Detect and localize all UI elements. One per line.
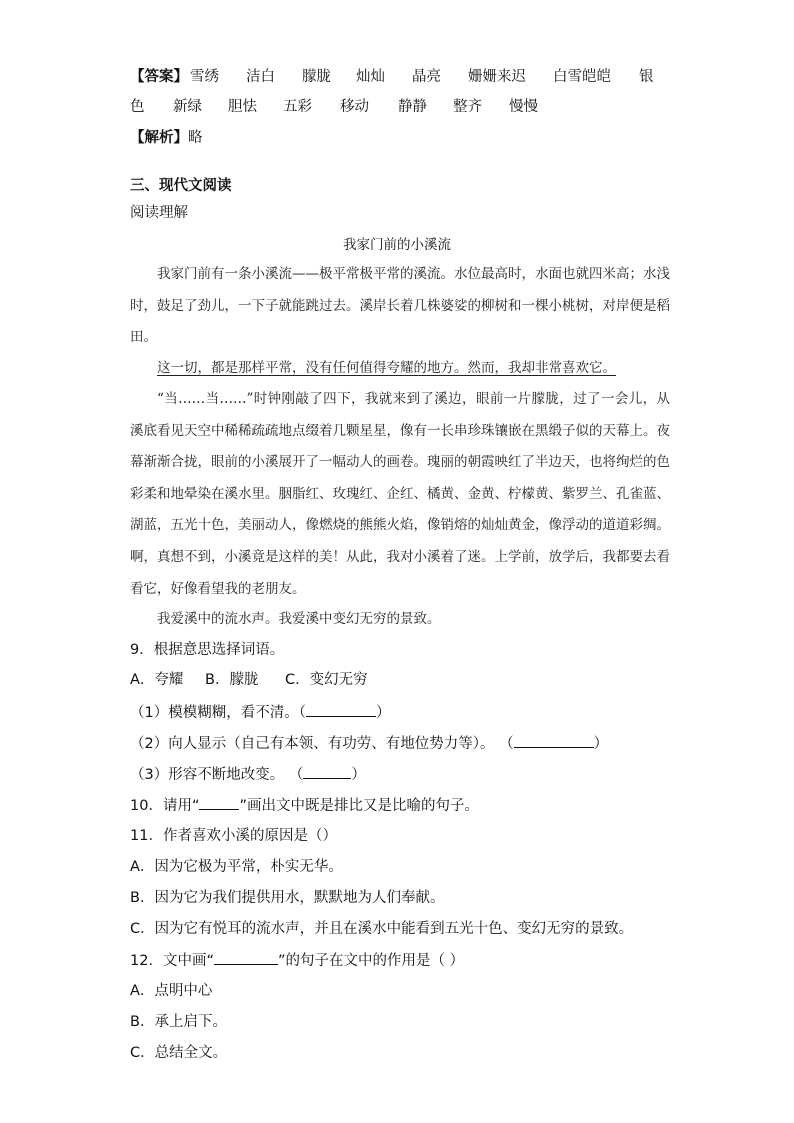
answer-word: 移动 [340, 99, 369, 115]
answer-word: 洁白 [246, 69, 275, 85]
question-text: 10．请用“ [130, 798, 200, 814]
section-subheading: 阅读理解 [130, 205, 188, 221]
question-text: ”画出文中既是排比又是比喻的句子。 [239, 798, 479, 814]
question-12-option-c: C．总结全文。 [130, 1045, 228, 1061]
question-text: 12．文中画“ [130, 953, 214, 969]
question-9-options [130, 670, 530, 690]
answer-word: 整齐 [453, 99, 482, 115]
answer-word: 新绿 [173, 99, 202, 115]
question-11-option-b: B．因为它为我们提供用水，默默地为人们奉献。 [130, 890, 445, 906]
question-12-option-b: B．承上启下。 [130, 1014, 227, 1030]
question-9-stem: 9．根据意思选择词语。 [130, 642, 285, 658]
analysis-text: 略 [188, 130, 203, 146]
answer-blank[interactable] [514, 733, 594, 748]
analysis-line [130, 128, 203, 148]
question-9-option: A．夸耀 [130, 672, 184, 688]
item-text: （2）向人显示（自己有本领、有功劳、有地位势力等）。 （ [130, 736, 514, 752]
answer-word: 雪绣 [190, 69, 219, 85]
analysis-label: 【解析】 [130, 130, 188, 146]
question-9-item-2 [130, 733, 608, 754]
answer-blank[interactable] [306, 702, 376, 717]
answer-word: 姗姗来迟 [468, 69, 526, 85]
answer-word: 银 [639, 69, 654, 85]
question-12 [130, 950, 464, 971]
question-text: ”的句子在文中的作用是（ ） [277, 953, 465, 969]
question-10 [130, 795, 479, 816]
answer-word: 静静 [398, 99, 427, 115]
question-9-option: B．朦胧 [205, 672, 259, 688]
underlined-sentence: 这一切，都是那样平常，没有任何值得夸耀的地方。然而，我却非常喜欢它。 [157, 360, 616, 376]
question-11-stem: 11．作者喜欢小溪的原因是（） [130, 828, 337, 844]
answer-word: 灿灿 [356, 69, 385, 85]
answer-word: 五彩 [283, 99, 312, 115]
answer-word: 白雪皑皑 [553, 69, 611, 85]
passage-title: 我家门前的小溪流 [343, 237, 451, 253]
answer-word: 色 [130, 99, 145, 115]
item-close: ） [351, 767, 366, 783]
question-9-item-3 [130, 764, 366, 785]
item-close: ） [593, 736, 609, 752]
item-close: ） [375, 705, 391, 721]
question-9-option: C．变幻无穷 [285, 672, 368, 688]
line-sample [199, 795, 239, 810]
answer-word: 晶亮 [412, 69, 441, 85]
item-text: （3）形容不断地改变。 （ [130, 767, 304, 783]
answer-word: 朦胧 [302, 69, 331, 85]
item-text: （1）模模糊糊，看不清。（ [130, 705, 306, 721]
section-heading: 三、现代文阅读 [130, 178, 232, 194]
question-12-option-a: A．点明中心 [130, 983, 213, 999]
question-11-option-a: A．因为它极为平常，朴实无华。 [130, 859, 343, 875]
question-9-item-1 [130, 702, 390, 723]
answer-blank[interactable] [303, 764, 351, 779]
passage-paragraph-3: “当……当……”时钟刚敲了四下，我就来到了溪边，眼前一片朦胧，过了一会儿，从溪底看见天空中稀稀疏疏地点缀着几颗星星，像有一长串珍珠镶嵌在黑缎子似的天幕上。夜幕渐渐合拢，眼前的小溪展开了一幅动人的画卷。瑰丽的朝霞映红了半边天，也将绚烂的色彩柔和地晕染在溪水里。胭脂红、玫瑰红、企红、橘黄、金黄、柠檬黄、紫罗兰、孔雀蓝、湖蓝，五光十色，美丽动人，像燃烧的熊熊火焰，像销熔的灿灿黄金，像浮动的道道彩绸。啊，真想不到，小溪竟是这样的美！从此，我对小溪着了迷。上学前，放学后，我都要去看看它，好像看望我的老朋友。 [130, 391, 670, 597]
passage-paragraph-2 [130, 353, 670, 385]
question-11-option-c: C．因为它有悦耳的流水声，并且在溪水中能看到五光十色、变幻无穷的景致。 [130, 921, 634, 937]
passage-paragraph-1: 我家门前有一条小溪流——极平常极平常的溪流。水位最高时，水面也就四米高；水浅时，鼓足了劲儿，一下子就能跳过去。溪岸长着几株婆娑的柳树和一棵小桃树，对岸便是稻田。 [130, 266, 670, 346]
answer-word: 胆怯 [228, 99, 257, 115]
line-sample [214, 950, 278, 965]
answer-word: 慢慢 [509, 99, 538, 115]
answer-label: 【答案】 [130, 69, 188, 85]
passage-paragraph-4: 我爱溪中的流水声。我爱溪中变幻无穷的景致。 [157, 611, 441, 627]
